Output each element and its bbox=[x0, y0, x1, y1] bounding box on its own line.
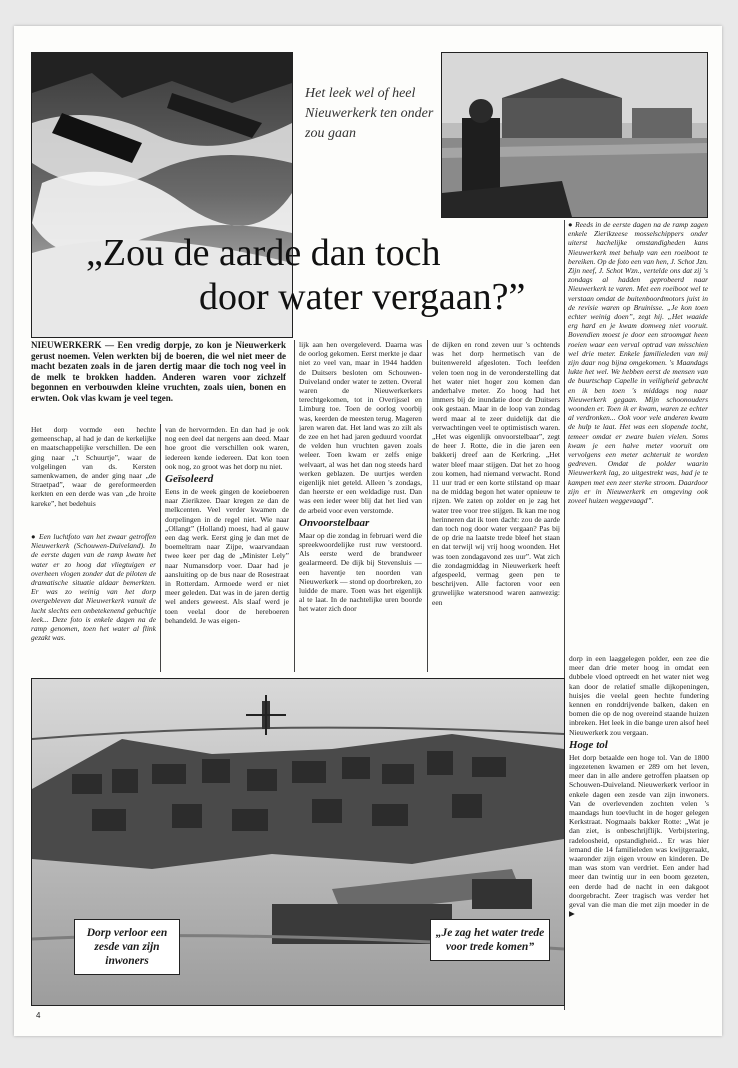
aerial-photo-caption: ● Een luchtfoto van het zwaar getroffen Nieuwerkerk (Schouwen-Duiveland). In de eerste dagen van de ramp kwam het water er zo hoog dat vliegtuigen er overheen vlogen zonder dat de piloten de dramatische situatie aldaar bemerkten. Er was zo weinig van het dorp overgebleven dat Nieuwerkerk vanuit de lucht slechts een onbetekenend gebuchtje leek... Deze foto is enkele dagen na de ramp genomen, toen het water al flink gezakt was. bbox=[31, 532, 156, 643]
rowboat-photo bbox=[441, 52, 708, 218]
subhead-hoge-tol: Hoge tol bbox=[569, 738, 608, 751]
column-divider bbox=[427, 340, 428, 672]
column2 bbox=[165, 425, 289, 673]
rowboat-caption: ● Reeds in de eerste dagen na de ramp zagen enkele Zierikzeese mosselschippers onder uiterst hachelijke omstandigheden kans Nieuwerkerk met behulp van een roeiboot te bereiken. Op de foto een van hen, J. Schot Jzn. Zijn neef, J. Schot Wzn., vertelde ons dat zij 's zondags al hadden geprobeerd naar Nieuwerkerk te varen. Met een roeiboot wel te verstaan omdat de buitenboordmotors juist in de revisie waren op Bruinisse. „Je kon toen echter weinig doen”, zegt hij. „Het waaide erg hard en je kwam domweg niet vooruit. Bovendien moest je door een stroomgat heen roeien waar een verval optrad van misschien wel drie meter. Enkele familieleden van mij zijn daar nog bijna omgekomen. 's Maandags lukte het wel. We hebben eerst de mensen van de buurtschap Capelle in veiligheid gebracht en ik ben toen 's middags nog naar Nieuwerkerk gegaan. Mijn schoonouders woonden er. Toen ik er kwam, waren ze echter al verdronken... Ook voor vele anderen kwam de hulp te laat. Het was een slopende tocht, temeer omdat er zware buien vielen. Soms kwam je een halve meter vooruit om vervolgens een meter achteruit te worden gedreven. Omdat de polder waarin Nieuwerkerk lag, zo uitgestrekt was, had je te kampen met een zeer sterke stroom. Daardoor zijn er in Nieuwerkerk en omgeving ook zoveel huizen weggevaagd”. bbox=[568, 220, 708, 506]
column-divider bbox=[294, 340, 295, 672]
column3 bbox=[299, 340, 422, 673]
quote-box-right: „Je zag het water trede voor trede komen” bbox=[430, 919, 550, 961]
column4-text: de dijken en rond zeven uur 's ochtends was het dorp hermetisch van de buitenwereld afgesloten. Toch leefden velen toen nog in de veronderstelling dat het water niet hoger zou komen dan anderhalve meter. Zo hoog had het immers bij de inundatie door de Duitsers ook gestaan. Maar in de loop van zondag werd maar al te zeer duidelijk dat die verwachtingen veel te optimistisch waren. „Het was eigenlijk onvoorstelbaar”, zegt de heer J. Rotte, die in die jaren een bakkerij dreef aan de Kerkring. „Het water bleef maar stijgen. Dat het zo hoog zou komen, had niemand verwacht. Rond 11 uur trad er een korte stilstand op maar na de middag begon het water opnieuw te rijzen. We zaten op zolder en je zag het water tree voor tree stijgen. Ik kan me nog herinneren dat ik toen dacht: zou de aarde dan toch nog door water vergaan? Pas bij de op drie na laatste trede bleef het staan en dat terwijl wij vrij hoog woonden. Het was toen zondagavond zes uur”. Wat zich die zondagmiddag in Nieuwerkerk heeft afgespeeld, vermag geen pen te beschrijven. Alle factoren voor een gruwelijke watersnood waren aanwezig: een bbox=[432, 340, 560, 607]
quote-box-left: Dorp verloor een zesde van zijn inwoners bbox=[74, 919, 180, 975]
column2-text-b: Eens in de week gingen de koeieboeren naar Zierikzee. Daar kregen ze dan de melkcenten. Veel verder kwamen de dorpelingen in de regel niet. Wie naar „Ollangt” (Holland) moest, had al gauw een dag werk. Eerst ging je dan met de boemeltram naar Zijpe, waarvandaan twee keer per dag de „Minister Lely” naar Numansdorp voer. Daar had je aansluiting op de bus naar de Rosestraat in Rotterdam. Armoede werd er niet meer geleden. Dat was in de jaren dertig wel anders geweest. Als slaaf werd je toen veelal door de hereboeren behandeld. Je was eigen- bbox=[165, 487, 289, 625]
headline-line1: „Zou de aarde dan toch bbox=[86, 232, 441, 274]
subhead-onvoorstelbaar: Onvoorstelbaar bbox=[299, 516, 370, 529]
column1-text: Het dorp vormde een hechte gemeenschap, al had je dan de kerkelijke en maatschappelijke verschillen. De een ging naar „'t Schuurtje”, waar de volgelingen van ds. Kersten samenkwamen, de ander ging naar „de Straetpad”, waar de gereformeerden kerkten en een derde was van „de hroite kareke”, het bedehuis bbox=[31, 425, 156, 508]
column3-text-b: Maar op die zondag in februari werd die spreekwoordelijke rust ruw verstoord. Als eerste werd de brandweer gealarmeerd. De dijk bij Stevensluis — een haventje ten noorden van Nieuwerkerk — stond op doorbreken, zo luidde de mare. Toen was het eigenlijk al te laat. In de nachtelijke uren boorde het water zich door bbox=[299, 530, 422, 614]
right-text-a: dorp in een laaggelegen polder, een zee die meer dan drie meter hoog in omdat een dubbele vloed optreedt en het water niet weg kan door de relatief smalle dijkopeningen, huisjes die veelal geen hechte fundering kennen en ronddrijvende balken, daken en bomen die op de nog overeind staande huizen inbreken. Het leek in die bange uren alsof heel Nieuwerkerk zou vergaan. bbox=[569, 654, 709, 737]
right-text-b: Het dorp betaalde een hoge tol. Van de 1800 ingezetenen kwamen er 289 om het leven, meer dan in alle andere getroffen plaatsen op Schouwen-Duiveland. Nieuwerkerk verloor in enkele dagen een zesde van zijn inwoners. Van de overlevenden zochten velen 's maandags hun toevlucht in de hoger gelegen Kerkstraat. Nogmaals bakker Rotte: „Wat je dan ziet, is onbeschrijflijk. Verbijstering, radeloosheid, opstandigheid... Er was hier iemand die 14 familieleden was kwijtgeraakt, waaronder zijn eigen vrouw en kinderen. De man was stom van verdriet. Een ander had meer dan twintig uur in een boom gezeten, een derde had de nacht in een dakgoot doorgebracht. Zeer tragisch was verder het geval van die man die met zijn moeder in de ▶ bbox=[569, 752, 709, 919]
right-column-lower bbox=[569, 654, 709, 1010]
page-number: 4 bbox=[36, 1011, 41, 1020]
intro-paragraph: NIEUWERKERK — Een vredig dorpje, zo kon je Nieuwerkerk gerust noemen. Velen werkten bij de boeren, die wel niet meer de macht bezaten zoals in de jaren dertig maar die toch nog veel in de melk te brokken hadden. Anderen waren voor zichzelf begonnen en verbouwden kleine vruchten, zoals uien, bonen en erwten. Ook vlas kwam je veel tegen. bbox=[31, 340, 286, 403]
subhead-geisoleerd: Geïsoleerd bbox=[165, 473, 214, 486]
aerial-village-photo bbox=[31, 678, 565, 1006]
column-divider bbox=[160, 424, 161, 672]
headline-line2: door water vergaan?” bbox=[199, 276, 526, 318]
newspaper-page bbox=[14, 26, 722, 1036]
column2-text-a: van de hervormden. En dan had je ook nog een deel dat nergens aan deed. Maar hoe groot die verschillen ook waren, iedereen kende iedereen. Dat kon toen ook nog, zo groot was het dorp nu niet. bbox=[165, 425, 289, 471]
rowboat-image bbox=[442, 53, 707, 217]
tagline: Het leek wel of heel Nieuwerkerk ten onder zou gaan bbox=[305, 86, 434, 141]
column3-text-a: lijk aan hen overgeleverd. Daarna was de oorlog gekomen. Eerst merkte je daar niet zo veel van, maar in 1944 hadden de Duitsers besloten om Schouwen-Duiveland onder water te zetten. Overal waren de Nieuwerkerkers terechtgekomen, tot in Overijssel en Limburg toe. Toen de oorlog voorbij was, keerden de meesten terug. Mageren jaren waren dat. Het land was zo zilt als de zee en het had jaren geduurd voordat de velden hun vruchten gaven zoals weleer. Toen kwam er zelfs enige welvaart, al was het dan nog steeds hard werken geblazen. De uurtjes werden eigenlijk niet geteld. Alleen 's zondags, dan heerste er een weldadige rust. Dan was een ieder weer blij dat het lied van de arbeid voor even verstomde. bbox=[299, 340, 422, 515]
